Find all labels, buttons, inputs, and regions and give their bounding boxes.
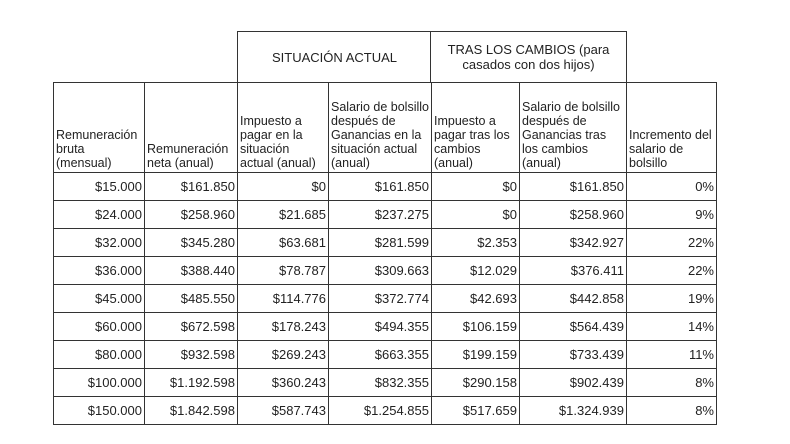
cell-impuesto-actual: $360.243 (238, 369, 329, 397)
cell-remuneracion-neta: $1.842.598 (145, 397, 238, 425)
cell-impuesto-actual: $587.743 (238, 397, 329, 425)
column-header-salario-actual: Salario de bolsillo después de Ganancias en la situación actual (anual) (329, 83, 432, 173)
cell-impuesto-actual: $63.681 (238, 229, 329, 257)
cell-remuneracion-bruta: $80.000 (54, 341, 145, 369)
cell-remuneracion-neta: $932.598 (145, 341, 238, 369)
cell-salario-actual: $663.355 (329, 341, 432, 369)
cell-salario-actual: $832.355 (329, 369, 432, 397)
cell-salario-actual: $372.774 (329, 285, 432, 313)
cell-incremento: 8% (627, 397, 717, 425)
cell-salario-cambios: $733.439 (520, 341, 627, 369)
cell-remuneracion-bruta: $60.000 (54, 313, 145, 341)
table-row (54, 173, 717, 201)
cell-incremento: 0% (627, 173, 717, 201)
cell-remuneracion-bruta: $32.000 (54, 229, 145, 257)
group-header-tras-los-cambios: TRAS LOS CAMBIOS (para casados con dos hijos) (430, 31, 627, 83)
table-row (54, 285, 717, 313)
column-header-incremento: Incremento del salario de bolsillo (627, 83, 717, 173)
cell-impuesto-cambios: $517.659 (432, 397, 520, 425)
table-row (54, 369, 717, 397)
cell-incremento: 9% (627, 201, 717, 229)
cell-impuesto-cambios: $0 (432, 201, 520, 229)
cell-remuneracion-bruta: $150.000 (54, 397, 145, 425)
cell-salario-cambios: $376.411 (520, 257, 627, 285)
cell-incremento: 22% (627, 257, 717, 285)
cell-salario-actual: $494.355 (329, 313, 432, 341)
cell-remuneracion-bruta: $15.000 (54, 173, 145, 201)
cell-remuneracion-bruta: $24.000 (54, 201, 145, 229)
cell-impuesto-cambios: $42.693 (432, 285, 520, 313)
column-header-row (54, 83, 717, 173)
cell-remuneracion-neta: $672.598 (145, 313, 238, 341)
cell-salario-actual: $281.599 (329, 229, 432, 257)
cell-impuesto-actual: $0 (238, 173, 329, 201)
cell-impuesto-cambios: $106.159 (432, 313, 520, 341)
column-header-salario-cambios: Salario de bolsillo después de Ganancias tras los cambios (anual) (520, 83, 627, 173)
cell-remuneracion-neta: $161.850 (145, 173, 238, 201)
column-header-remuneracion-bruta: Remuneración bruta (mensual) (54, 83, 145, 173)
cell-incremento: 22% (627, 229, 717, 257)
table-row (54, 313, 717, 341)
cell-incremento: 19% (627, 285, 717, 313)
cell-incremento: 8% (627, 369, 717, 397)
table-row (54, 397, 717, 425)
cell-salario-actual: $237.275 (329, 201, 432, 229)
cell-salario-actual: $161.850 (329, 173, 432, 201)
cell-impuesto-actual: $114.776 (238, 285, 329, 313)
column-header-remuneracion-neta: Remuneración neta (anual) (145, 83, 238, 173)
cell-remuneracion-neta: $388.440 (145, 257, 238, 285)
cell-remuneracion-bruta: $45.000 (54, 285, 145, 313)
table-row (54, 229, 717, 257)
cell-impuesto-cambios: $12.029 (432, 257, 520, 285)
cell-salario-cambios: $258.960 (520, 201, 627, 229)
table-row (54, 257, 717, 285)
cell-salario-cambios: $342.927 (520, 229, 627, 257)
cell-salario-cambios: $1.324.939 (520, 397, 627, 425)
column-header-impuesto-actual: Impuesto a pagar en la situación actual (anual) (238, 83, 329, 173)
cell-impuesto-actual: $178.243 (238, 313, 329, 341)
cell-impuesto-cambios: $0 (432, 173, 520, 201)
cell-remuneracion-neta: $485.550 (145, 285, 238, 313)
cell-remuneracion-neta: $258.960 (145, 201, 238, 229)
cell-salario-cambios: $902.439 (520, 369, 627, 397)
tax-comparison-table (53, 82, 717, 425)
cell-impuesto-actual: $269.243 (238, 341, 329, 369)
table-row (54, 341, 717, 369)
column-header-impuesto-cambios: Impuesto a pagar tras los cambios (anual) (432, 83, 520, 173)
cell-incremento: 14% (627, 313, 717, 341)
table-row (54, 201, 717, 229)
cell-remuneracion-bruta: $100.000 (54, 369, 145, 397)
cell-remuneracion-bruta: $36.000 (54, 257, 145, 285)
cell-salario-actual: $309.663 (329, 257, 432, 285)
group-header-situacion-actual: SITUACIÓN ACTUAL (237, 31, 432, 83)
cell-impuesto-actual: $78.787 (238, 257, 329, 285)
cell-impuesto-cambios: $290.158 (432, 369, 520, 397)
cell-salario-cambios: $564.439 (520, 313, 627, 341)
cell-salario-cambios: $442.858 (520, 285, 627, 313)
cell-salario-cambios: $161.850 (520, 173, 627, 201)
cell-remuneracion-neta: $345.280 (145, 229, 238, 257)
cell-salario-actual: $1.254.855 (329, 397, 432, 425)
cell-impuesto-cambios: $199.159 (432, 341, 520, 369)
cell-impuesto-cambios: $2.353 (432, 229, 520, 257)
cell-impuesto-actual: $21.685 (238, 201, 329, 229)
cell-incremento: 11% (627, 341, 717, 369)
cell-remuneracion-neta: $1.192.598 (145, 369, 238, 397)
